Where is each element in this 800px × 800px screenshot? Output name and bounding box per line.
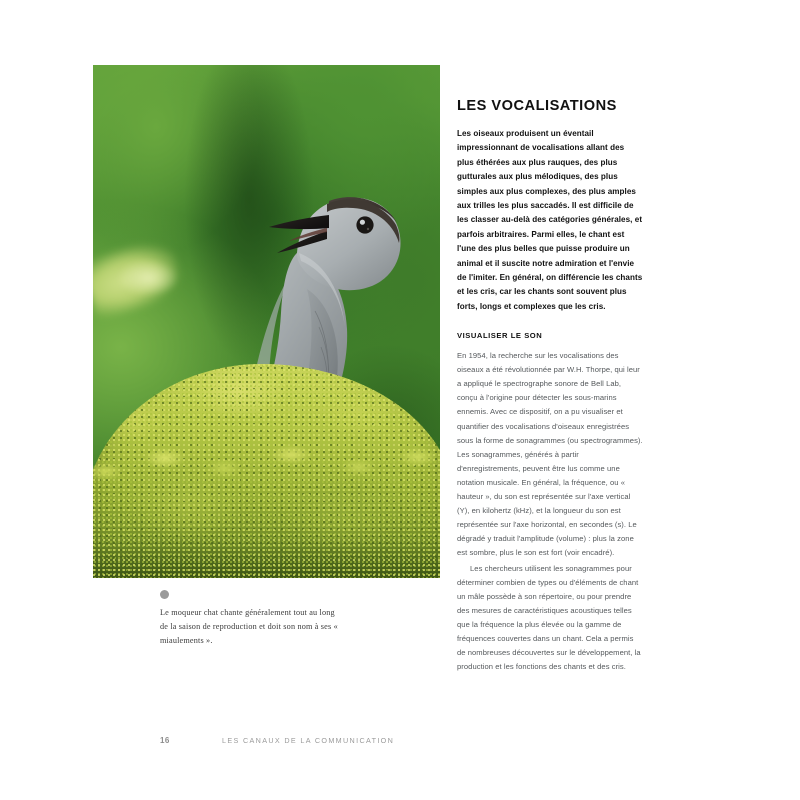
page-footer xyxy=(160,736,394,745)
page-title: LES VOCALISATIONS xyxy=(457,98,617,114)
bird-photograph xyxy=(93,65,440,578)
circle-marker-icon xyxy=(160,590,169,599)
body-paragraph-1: En 1954, la recherche sur les vocalisations des oiseaux a été révolutionnée par W.H. Thorpe, qui leur a appliqué le spectrographe sonore de Bell Lab, conçu à l'origine pour détecter les sous-marins ennemis. Avec ce dispositif, on a pu visualiser et quantifier des vocalisations d'oiseaux enregistrées sous la forme de sonagrammes (ou spectrogrammes). Les sonagrammes, générés à partir d'enregistrements, peuvent être lus comme une notation musicale. En général, la fréquence, ou « hauteur », du son est représentée sur l'axe vertical (Y), en kilohertz (kHz), et la longueur du son est représentée sur l'axe horizontal, en secondes (s). Le dégradé y traduit l'amplitude (volume) : plus la zone est sombre, plus le son est fort (voir encadré). xyxy=(457,351,643,557)
photo-caption xyxy=(160,590,340,648)
caption-text: Le moqueur chat chante généralement tout au long de la saison de reproduction et doit son nom à ses « miaulements ». xyxy=(160,608,338,646)
running-head: LES CANAUX DE LA COMMUNICATION xyxy=(222,736,395,745)
page-number: 16 xyxy=(160,736,170,745)
article-column xyxy=(457,98,643,674)
article-lede: Les oiseaux produisent un éventail impressionnant de vocalisations allant des plus éthérées aux plus rauques, des plus gutturales aux plus mélodiques, des plus simples aux plus complexes, des plus amples aux trilles les plus saccadés. Il est difficile de les classer au-delà des catégories générales, et parfois arbitraires. Parmi elles, le chant est l'une des plus belles que puisse produire un animal et il suscite notre admiration et l'envie de l'imiter. En général, on différencie les chants et les cris, car les chants sont souvent plus forts, longs et complexes que les cris. xyxy=(457,129,643,311)
article-body xyxy=(457,349,643,674)
body-paragraph-2: Les chercheurs utilisent les sonagrammes pour déterminer combien de types ou d'éléments de chant un mâle possède à son répertoire, ou pour prendre des mesures de caractéristiques acoustiques telles que la fréquence la plus élevée ou la gamme de fréquences couvertes dans un chant. Cela a permis de nombreuses découvertes sur le développement, la production et les fonctions des chants et des cris. xyxy=(457,563,641,672)
moss-top-highlights xyxy=(93,438,440,494)
section-heading: VISUALISER LE SON xyxy=(457,331,543,341)
